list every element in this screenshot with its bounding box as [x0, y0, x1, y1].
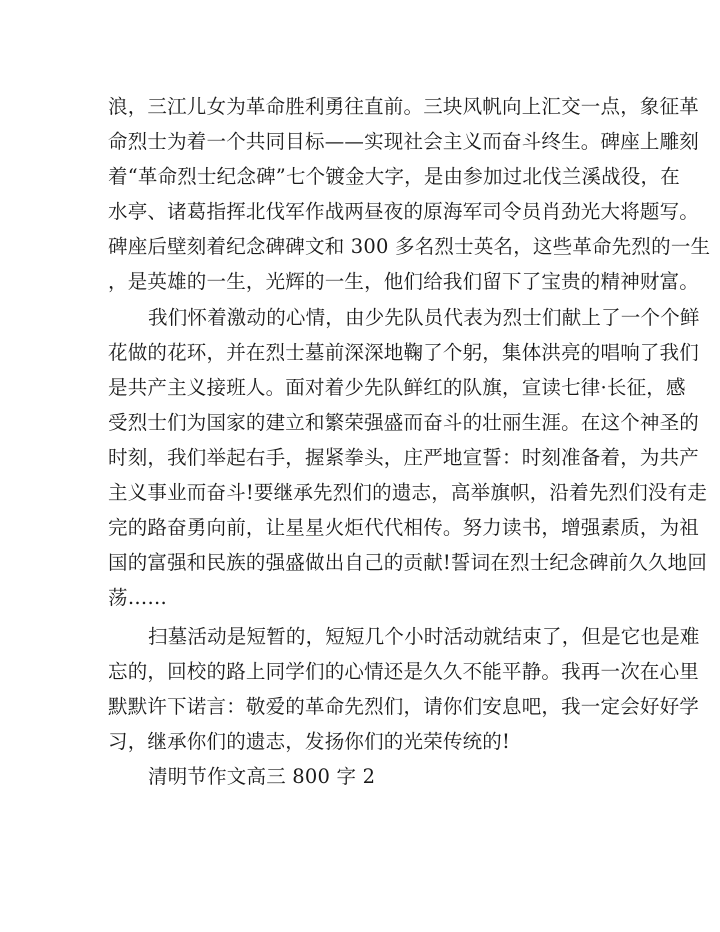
paragraph-line: 命烈士为着一个共同目标——实现社会主义而奋斗终生。碑座上雕刻	[108, 130, 700, 153]
paragraph-line: 荡……	[108, 586, 168, 609]
paragraph-line: ，是英雄的一生，光辉的一生，他们给我们留下了宝贵的精神财富。	[108, 270, 700, 293]
paragraph-line: 扫墓活动是短暂的，短短几个小时活动就结束了，但是它也是难	[148, 625, 700, 648]
paragraph-line: 是共产主义接班人。面对着少先队鲜红的队旗，宣读七律·长征，感	[108, 376, 686, 399]
paragraph-line: 时刻，我们举起右手，握紧拳头，庄严地宣誓：时刻准备着，为共产	[108, 446, 700, 469]
paragraph-line: 花做的花环，并在烈士墓前深深地鞠了个躬，集体洪亮的唱响了我们	[108, 341, 700, 364]
section-title: 清明节作文高三 800 字 2	[148, 765, 376, 788]
paragraph-line: 完的路奋勇向前，让星星火炬代代相传。努力读书，增强素质，为祖	[108, 516, 700, 539]
paragraph-line: 默默许下诺言：敬爱的革命先烈们，请你们安息吧，我一定会好好学	[108, 695, 700, 718]
paragraph-line: 主义事业而奋斗!要继承先烈们的遗志，高举旗帜，沿着先烈们没有走	[108, 481, 708, 504]
paragraph-line: 习，继承你们的遗志，发扬你们的光荣传统的!	[108, 730, 511, 753]
paragraph-line: 我们怀着激动的心情，由少先队员代表为烈士们献上了一个个鲜	[148, 306, 700, 329]
paragraph-line: 忘的，回校的路上同学们的心情还是久久不能平静。我再一次在心里	[108, 660, 700, 683]
paragraph-line: 水亭、诸葛指挥北伐军作战两昼夜的原海军司令员肖劲光大将题写。	[108, 200, 700, 223]
paragraph-line: 浪，三江儿女为革命胜利勇往直前。三块风帆向上汇交一点，象征革	[108, 95, 700, 118]
paragraph-line: 着“革命烈士纪念碑”七个镀金大字，是由参加过北伐兰溪战役，在	[108, 165, 680, 188]
paragraph-line: 碑座后壁刻着纪念碑碑文和 300 多名烈士英名，这些革命先烈的一生	[108, 235, 711, 258]
paragraph-line: 国的富强和民族的强盛做出自己的贡献!誓词在烈士纪念碑前久久地回	[108, 551, 708, 574]
paragraph-line: 受烈士们为国家的建立和繁荣强盛而奋斗的壮丽生涯。在这个神圣的	[108, 411, 700, 434]
